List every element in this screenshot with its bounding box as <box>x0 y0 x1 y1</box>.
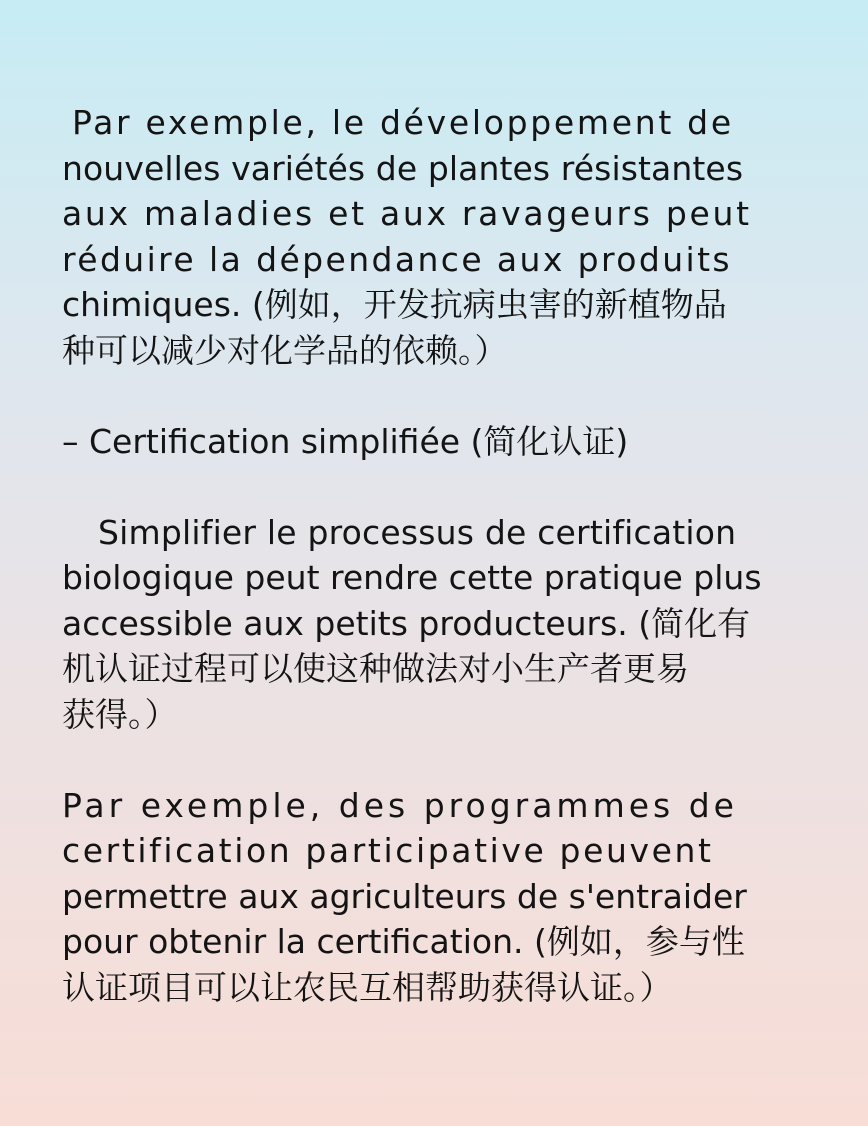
text-line: certification participative peuvent <box>62 831 714 870</box>
spacer <box>62 464 802 510</box>
text-line: aux maladies et aux ravageurs peut <box>62 194 752 233</box>
text-line: nouvelles variétés de plantes résistantes <box>62 148 744 188</box>
text-line: permettre aux agriculteurs de s'entraider <box>62 876 747 916</box>
paragraph-example-participative <box>62 783 802 1011</box>
text-line: Par exemple, des programmes de <box>62 785 738 825</box>
text-line: 机认证过程可以使这种做法对小生产者更易 <box>62 649 689 688</box>
spacer <box>62 737 802 783</box>
text-line: 种可以减少对化学品的依赖。） <box>62 330 508 370</box>
text-line: pour obtenir la certification. (例如，参与性 <box>62 922 745 961</box>
text-line: biologique peut rendre cette pratique plus <box>62 558 762 597</box>
text-line: Simplifier le processus de certification <box>98 512 737 552</box>
spacer <box>62 373 802 419</box>
text-line: Par exemple, le développement de <box>72 103 734 142</box>
document-body <box>62 100 802 1010</box>
paragraph-simplify-certification <box>62 510 802 738</box>
text-line: 获得。） <box>62 694 178 734</box>
text-line: accessible aux petits producteurs. (简化有 <box>62 603 751 643</box>
text-line: réduire la dépendance aux produits <box>62 239 733 279</box>
section-heading: – Certification simplifiée (简化认证) <box>62 421 629 461</box>
text-line: chimiques. (例如，开发抗病虫害的新植物品 <box>62 285 727 324</box>
text-line: 认证项目可以让农民互相帮助获得认证。） <box>62 967 673 1007</box>
paragraph-example-plant-varieties <box>62 100 802 373</box>
